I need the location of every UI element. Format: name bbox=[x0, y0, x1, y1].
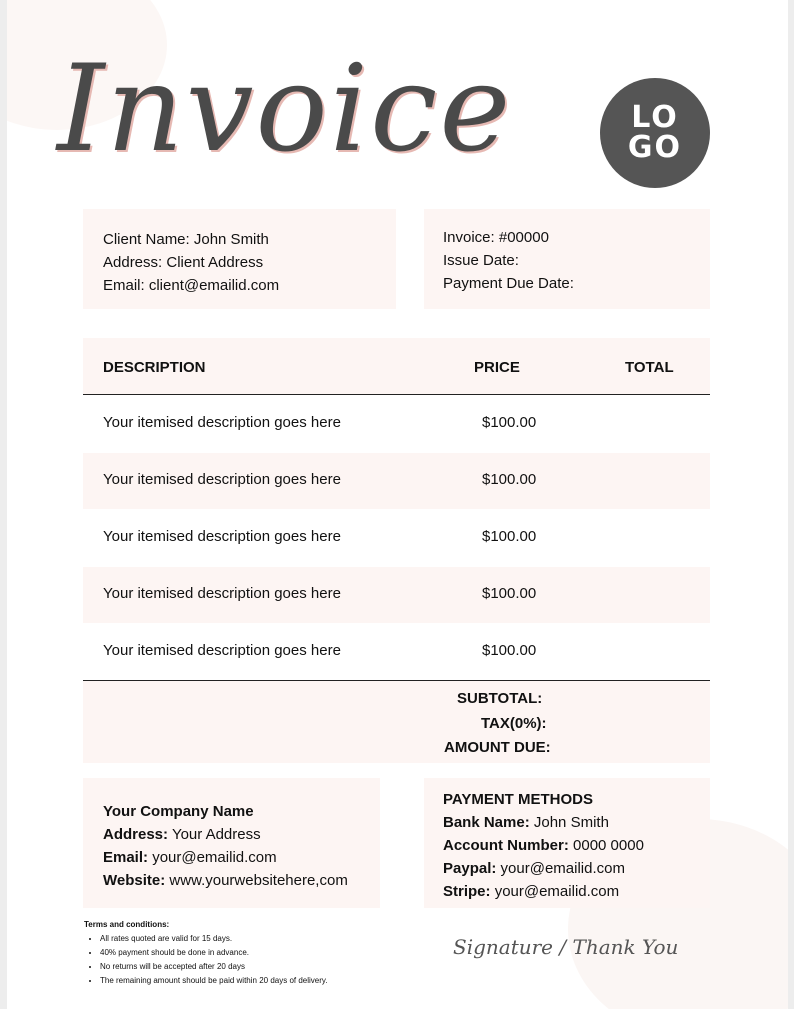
row-price: $100.00 bbox=[482, 528, 537, 545]
client-name: Client Name: John Smith bbox=[103, 231, 269, 248]
row-description: Your itemised description goes here bbox=[103, 642, 341, 659]
paypal-label: Paypal: bbox=[443, 860, 497, 877]
website-label: Website: bbox=[103, 872, 166, 889]
row-price: $100.00 bbox=[482, 471, 537, 488]
issue-date: Issue Date: bbox=[443, 252, 519, 269]
company-website: www.yourwebsitehere,com bbox=[169, 872, 348, 889]
table-row bbox=[83, 624, 710, 680]
terms-item: • No returns will be accepted after 20 days bbox=[100, 960, 404, 974]
invoice-page bbox=[7, 0, 788, 1009]
invoice-title: Invoice bbox=[57, 40, 513, 179]
column-header-price: PRICE bbox=[474, 359, 520, 376]
row-description: Your itemised description goes here bbox=[103, 528, 341, 545]
payment-methods-title: PAYMENT METHODS bbox=[443, 791, 594, 808]
logo bbox=[600, 78, 710, 188]
company-address: Your Address bbox=[171, 826, 261, 843]
table-row bbox=[83, 510, 710, 566]
row-price: $100.00 bbox=[482, 642, 537, 659]
table-header bbox=[83, 338, 710, 395]
row-price: $100.00 bbox=[482, 585, 537, 602]
logo-text-top: LO bbox=[631, 100, 679, 135]
logo-text-bottom: GO bbox=[627, 130, 683, 165]
client-info-box bbox=[83, 209, 396, 309]
subtotal-label: SUBTOTAL: bbox=[457, 690, 543, 707]
terms-item: • All rates quoted are valid for 15 days. bbox=[100, 932, 404, 946]
table-row bbox=[83, 567, 710, 623]
terms-item: • 40% payment should be done in advance. bbox=[100, 946, 404, 960]
stripe-email: your@emailid.com bbox=[494, 883, 620, 900]
address-label: Address: bbox=[103, 826, 169, 843]
invoice-meta-box bbox=[424, 209, 710, 309]
client-address: Address: Client Address bbox=[103, 254, 264, 271]
account-label: Account Number: bbox=[443, 837, 569, 854]
column-header-description: DESCRIPTION bbox=[103, 359, 206, 376]
amount-due-label: AMOUNT DUE: bbox=[444, 739, 551, 756]
payment-due-date: Payment Due Date: bbox=[443, 275, 574, 292]
signature: Signature / Thank You bbox=[453, 935, 679, 959]
paypal-email: your@emailid.com bbox=[500, 860, 625, 877]
row-price: $100.00 bbox=[482, 414, 537, 431]
email-label: Email: bbox=[103, 849, 149, 866]
table-row bbox=[83, 396, 710, 452]
row-description: Your itemised description goes here bbox=[103, 414, 341, 431]
company-email: your@emailid.com bbox=[152, 849, 277, 866]
bank-label: Bank Name: bbox=[443, 814, 530, 831]
row-description: Your itemised description goes here bbox=[103, 471, 341, 488]
invoice-number: Invoice: #00000 bbox=[443, 229, 549, 246]
table-row bbox=[83, 453, 710, 509]
tax-label: TAX(0%): bbox=[481, 715, 547, 732]
account-number: 0000 0000 bbox=[573, 837, 644, 854]
bank-name: John Smith bbox=[533, 814, 609, 831]
totals-box bbox=[83, 680, 710, 763]
company-info-box bbox=[83, 778, 380, 908]
payment-methods-box bbox=[424, 778, 710, 908]
terms-item: • The remaining amount should be paid within 20 days of delivery. bbox=[100, 974, 404, 988]
company-name: Your Company Name bbox=[103, 803, 254, 820]
stripe-label: Stripe: bbox=[443, 883, 491, 900]
terms-and-conditions bbox=[84, 918, 404, 988]
terms-title: Terms and conditions: bbox=[84, 920, 170, 929]
column-header-total: TOTAL bbox=[625, 359, 674, 376]
row-description: Your itemised description goes here bbox=[103, 585, 341, 602]
client-email: Email: client@emailid.com bbox=[103, 277, 280, 294]
